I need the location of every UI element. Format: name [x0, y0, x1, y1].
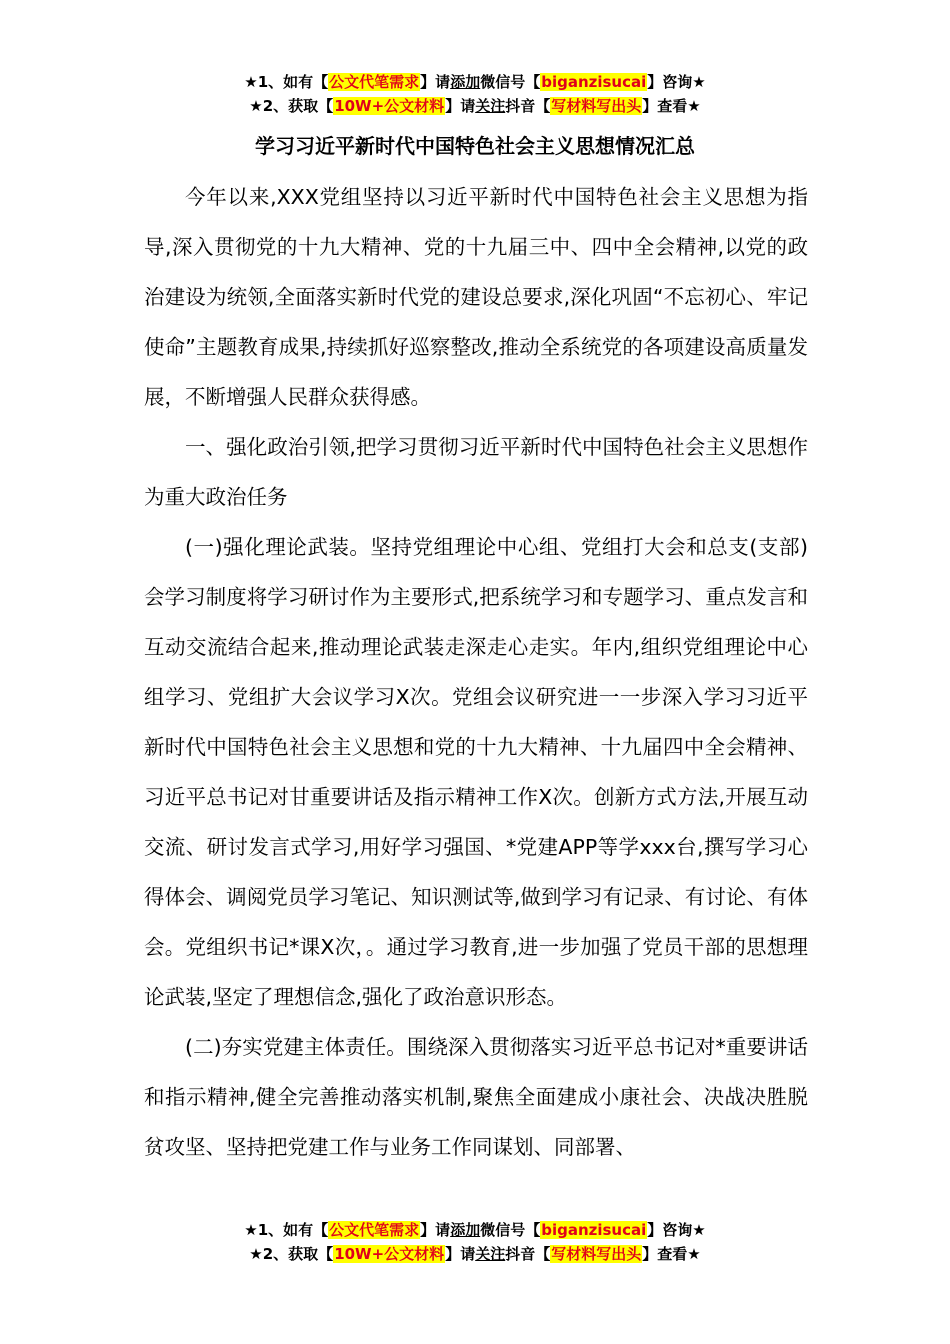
paragraph-responsibility: (二)夯实党建主体责任。围绕深入贯彻落实习近平总书记对*重要讲话和指示精神,健全完善推动落实机制,聚焦全面建成小康社会、决战决胜脱贫攻坚、坚持把党建工作与业务工作同谋划、同部署、	[144, 1035, 808, 1159]
section-heading: 一、强化政治引领,把学习贯彻习近平新时代中国特色社会主义思想作为重大政治任务	[144, 435, 808, 509]
banner-text: 】请	[445, 1245, 476, 1263]
banner-text: 微信号【	[480, 73, 541, 91]
banner-text: 】咨询★	[647, 73, 706, 91]
paragraph-intro: 今年以来,XXX党组坚持以习近平新时代中国特色社会主义思想为指导,深入贯彻党的十九大精神、党的十九届三中、四中全会精神,以党的政治建设为统领,全面落实新时代党的建设总要求,深化巩固“不忘初心、牢记使命”主题教育成果,持续抓好巡察整改,推动全系统党的各项建设高质量发展，不断增强人民群众获得感。	[144, 185, 808, 409]
banner-text: ★1、如有【	[244, 1221, 329, 1239]
banner-underlined: 添加	[450, 73, 481, 91]
header-banner	[0, 70, 950, 118]
banner-line-2	[0, 1242, 950, 1266]
banner-highlight: 写材料写出头	[551, 97, 642, 115]
banner-underlined: 关注	[475, 1245, 506, 1263]
banner-highlight: 写材料写出头	[551, 1245, 642, 1263]
banner-highlight: biganzisucai	[541, 73, 647, 91]
banner-text: 】咨询★	[647, 1221, 706, 1239]
document-title: 学习习近平新时代中国特色社会主义思想情况汇总	[255, 134, 695, 158]
banner-underlined: 关注	[475, 97, 506, 115]
banner-text: ★1、如有【	[244, 73, 329, 91]
banner-highlight: biganzisucai	[541, 1221, 647, 1239]
banner-highlight: 公文代笔需求	[329, 1221, 420, 1239]
paragraph-theory: (一)强化理论武装。坚持党组理论中心组、党组打大会和总支(支部)会学习制度将学习研讨作为主要形式,把系统学习和专题学习、重点发言和互动交流结合起来,推动理论武装走深走心走实。年内,组织党组理论中心组学习、党组扩大会议学习X次。党组会议研究进一一步深入学习习近平新时代中国特色社会主义思想和党的十九大精神、十九届四中全会精神、习近平总书记对甘重要讲话及指示精神工作X次。创新方式方法,开展互动交流、研讨发言式学习,用好学习强国、*党建APP等学xxx台,撰写学习心得体会、调阅党员学习笔记、知识测试等,做到学习有记录、有讨论、有体会。党组织书记*课X次，。通过学习教育,进一步加强了党员干部的思想理论武装,坚定了理想信念,强化了政治意识形态。	[144, 535, 808, 1009]
banner-text: 】请	[420, 73, 451, 91]
banner-text: 】请	[420, 1221, 451, 1239]
banner-text: 】查看★	[642, 97, 701, 115]
banner-highlight: 10W+公文材料	[334, 1245, 445, 1263]
banner-text: ★2、获取【	[249, 1245, 334, 1263]
footer-banner	[0, 1218, 950, 1266]
document-body	[144, 172, 808, 1172]
banner-text: 微信号【	[480, 1221, 541, 1239]
banner-highlight: 公文代笔需求	[329, 73, 420, 91]
banner-line-2	[0, 94, 950, 118]
banner-underlined: 添加	[450, 1221, 481, 1239]
banner-text: ★2、获取【	[249, 97, 334, 115]
banner-text: 抖音【	[505, 97, 551, 115]
banner-line-1	[0, 70, 950, 94]
banner-text: 】请	[445, 97, 476, 115]
banner-highlight: 10W+公文材料	[334, 97, 445, 115]
banner-line-1	[0, 1218, 950, 1242]
banner-text: 】查看★	[642, 1245, 701, 1263]
banner-text: 抖音【	[505, 1245, 551, 1263]
